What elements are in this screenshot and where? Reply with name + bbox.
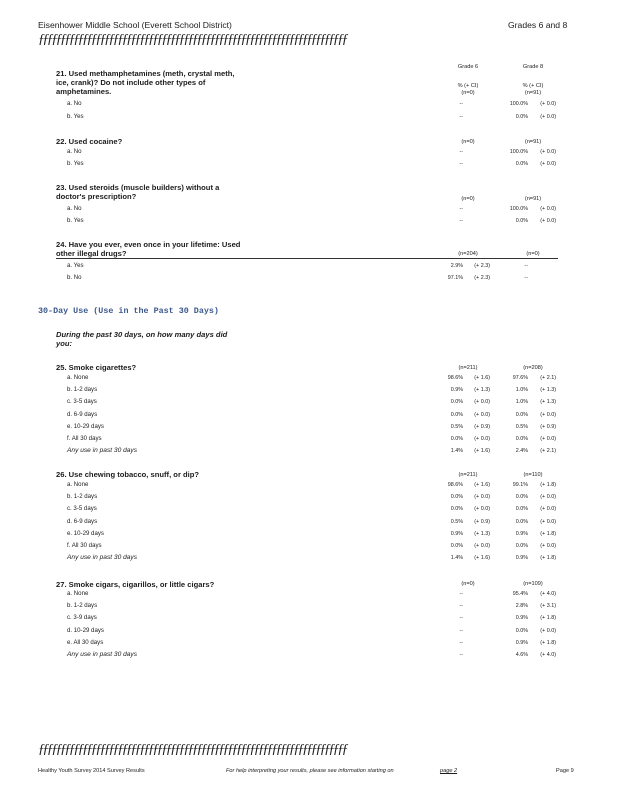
q25-row-5-label: f. All 30 days bbox=[67, 435, 102, 442]
q26-row-3-p6: 0.5% bbox=[450, 518, 463, 525]
q27-row-1-label: b. 1-2 days bbox=[67, 602, 98, 610]
q25-row-4-c8: (+ 0.9) bbox=[540, 423, 556, 430]
q23-a-p6: -- bbox=[459, 206, 463, 212]
q25-row-6-c6: (+ 1.6) bbox=[474, 448, 490, 455]
q21-a-p6: -- bbox=[459, 101, 463, 107]
q27-row-4-label: e. All 30 days bbox=[67, 638, 104, 646]
q27-row-0-p6: -- bbox=[459, 591, 463, 597]
q23-opt-a: a. No bbox=[67, 205, 82, 212]
q27-row-2-p8: 0.9% bbox=[515, 615, 528, 622]
q23-b-c8: (+ 0.0) bbox=[540, 218, 556, 224]
q26-row-0-p6: 98.6% bbox=[447, 482, 463, 488]
q26-row-4-label: e. 10-29 days bbox=[67, 529, 104, 537]
q27-row-5-p8: 4.6% bbox=[515, 652, 528, 658]
q25-row-0-c6: (+ 1.6) bbox=[474, 375, 490, 381]
q26-row-4-c6: (+ 1.3) bbox=[474, 530, 490, 537]
q26-row-3-label: d. 6-9 days bbox=[67, 517, 98, 525]
q25-row-6-c8: (+ 2.1) bbox=[540, 448, 556, 455]
q25-row-2-label: c. 3-5 days bbox=[67, 398, 97, 406]
q25-row-6-p8: 2.4% bbox=[515, 448, 528, 455]
q25-row-1-c8: (+ 1.3) bbox=[540, 387, 556, 394]
q23-text: 23. Used steroids (muscle builders) without a doctor's prescription? bbox=[56, 183, 220, 201]
q21-b-p8: 0.0% bbox=[515, 114, 528, 120]
q25-row-3-label: d. 6-9 days bbox=[67, 410, 98, 418]
q25-row-6-p6: 1.4% bbox=[450, 448, 463, 455]
q23-b-p8: 0.0% bbox=[515, 218, 528, 224]
q26-row-3-c8: (+ 0.0) bbox=[540, 518, 556, 525]
q27-row-5-label: Any use in past 30 days bbox=[67, 651, 138, 658]
q24-b-c6: (+ 2.3) bbox=[474, 275, 490, 281]
q27-row-1-c8: (+ 3.1) bbox=[540, 603, 556, 610]
q24-a-p6: 2.9% bbox=[450, 263, 463, 269]
q25-row-4-c6: (+ 0.9) bbox=[474, 423, 490, 430]
q25-row-3-c8: (+ 0.0) bbox=[540, 411, 556, 418]
q25-row-4-p8: 0.5% bbox=[515, 423, 528, 430]
q27-row-1-p6: -- bbox=[459, 603, 463, 610]
q26-row-6-p8: 0.9% bbox=[515, 555, 528, 562]
q25-n8: (n=208) bbox=[523, 365, 543, 371]
q21-b-p6: -- bbox=[459, 114, 463, 120]
q22-text: 22. Used cocaine? bbox=[56, 137, 123, 146]
q26-row-3-c6: (+ 0.9) bbox=[474, 518, 490, 525]
footer-page-number: Page 9 bbox=[556, 768, 574, 774]
q21-opt-a: a. No bbox=[67, 100, 82, 107]
q23-b-p6: -- bbox=[459, 218, 463, 224]
q26-row-0-c6: (+ 1.6) bbox=[474, 482, 490, 488]
q27-row-5-p6: -- bbox=[459, 652, 463, 658]
q22-a-p6: -- bbox=[459, 149, 463, 155]
q26-n6: (n=211) bbox=[458, 472, 478, 478]
q27-row-3-label: d. 10-29 days bbox=[67, 626, 104, 634]
q27-row-1-p8: 2.8% bbox=[515, 603, 528, 610]
q26-row-2-c8: (+ 0.0) bbox=[540, 506, 556, 513]
q27-row-3-p8: 0.0% bbox=[515, 627, 528, 634]
q24-a-p8: -- bbox=[524, 263, 528, 269]
section-prompt: During the past 30 days, on how many days did you: bbox=[56, 330, 228, 348]
q25-row-2-p8: 1.0% bbox=[515, 399, 528, 406]
q26-row-1-p8: 0.0% bbox=[515, 494, 528, 501]
q27-n6: (n=0) bbox=[461, 581, 475, 587]
q27-text: 27. Smoke cigars, cigarillos, or little cigars? bbox=[56, 580, 215, 589]
q27-row-4-p6: -- bbox=[459, 639, 463, 646]
q21-n8: (n=91) bbox=[524, 90, 542, 96]
q25-row-5-p8: 0.0% bbox=[515, 436, 528, 442]
q26-row-1-c8: (+ 0.0) bbox=[540, 494, 556, 501]
q26-row-5-c8: (+ 0.0) bbox=[540, 543, 556, 549]
grade6-pct-header: % (+ CI) bbox=[457, 83, 479, 89]
q24-opt-b: b. No bbox=[67, 274, 82, 281]
q26-row-5-c6: (+ 0.0) bbox=[474, 543, 490, 549]
q27-n8: (n=109) bbox=[523, 581, 543, 587]
q27-row-0-p8: 95.4% bbox=[512, 591, 528, 597]
q23-a-p8: 100.0% bbox=[509, 206, 528, 212]
q27-row-2-c8: (+ 1.8) bbox=[540, 615, 556, 622]
q26-row-1-label: b. 1-2 days bbox=[67, 493, 98, 501]
q26-row-2-p8: 0.0% bbox=[515, 506, 528, 513]
q25-row-1-label: b. 1-2 days bbox=[67, 386, 98, 394]
q26-row-1-p6: 0.0% bbox=[450, 494, 463, 501]
q24-opt-a: a. Yes bbox=[67, 262, 84, 269]
q26-row-0-label: a. None bbox=[67, 481, 89, 488]
q27-row-4-c8: (+ 1.8) bbox=[540, 639, 556, 646]
q22-b-c8: (+ 0.0) bbox=[540, 161, 556, 167]
q24-n8: (n=0) bbox=[526, 251, 540, 257]
footer-page-link[interactable]: page 2 bbox=[440, 768, 458, 774]
footer-divider: ƒƒƒƒƒƒƒƒƒƒƒƒƒƒƒƒƒƒƒƒƒƒƒƒƒƒƒƒƒƒƒƒƒƒƒƒƒƒƒƒƒƒƒƒƒƒƒƒƒƒƒƒƒƒƒƒƒƒƒƒƒƒƒƒƒƒƒƒƒƒ bbox=[38, 742, 347, 757]
q25-row-0-c8: (+ 2.1) bbox=[540, 375, 556, 381]
q25-row-5-p6: 0.0% bbox=[450, 436, 463, 442]
q27-row-5-c8: (+ 4.0) bbox=[540, 652, 556, 658]
q26-row-5-label: f. All 30 days bbox=[67, 542, 102, 549]
q22-a-p8: 100.0% bbox=[509, 149, 528, 155]
grade8-pct-header: % (+ CI) bbox=[522, 83, 544, 89]
q21-n6: (n=0) bbox=[461, 90, 475, 96]
q25-row-2-c8: (+ 1.3) bbox=[540, 399, 556, 406]
q27-row-0-label: a. None bbox=[67, 590, 89, 597]
q27-row-2-label: c. 3-9 days bbox=[67, 614, 97, 622]
q25-row-0-label: a. None bbox=[67, 374, 89, 381]
school-name: Eisenhower Middle School (Everett School District) bbox=[38, 20, 232, 30]
q24-b-p8: -- bbox=[524, 275, 528, 281]
q25-row-2-p6: 0.0% bbox=[450, 399, 463, 406]
q22-n8: (n=91) bbox=[524, 139, 542, 145]
q24-text: 24. Have you ever, even once in your lifetime: Used other illegal drugs? bbox=[56, 240, 241, 258]
footer-help-text: For help interpreting your results, please see information starting on bbox=[226, 768, 394, 774]
q23-n8: (n=91) bbox=[524, 196, 542, 202]
q26-row-3-p8: 0.0% bbox=[515, 518, 528, 525]
q24-a-c6: (+ 2.3) bbox=[474, 263, 490, 269]
q25-row-1-p8: 1.0% bbox=[515, 387, 528, 394]
q22-b-p6: -- bbox=[459, 161, 463, 167]
q24-n6: (n=204) bbox=[458, 251, 478, 257]
q26-row-6-c8: (+ 1.8) bbox=[540, 555, 556, 562]
q22-n6: (n=0) bbox=[461, 139, 475, 145]
q25-row-5-c8: (+ 0.0) bbox=[540, 436, 556, 442]
q25-text: 25. Smoke cigarettes? bbox=[56, 363, 137, 372]
q25-row-0-p8: 97.6% bbox=[512, 375, 528, 381]
q26-row-1-c6: (+ 0.0) bbox=[474, 494, 490, 501]
q22-opt-b: b. Yes bbox=[67, 160, 84, 167]
q26-row-5-p6: 0.0% bbox=[450, 543, 463, 549]
q26-row-4-p6: 0.9% bbox=[450, 530, 463, 537]
q21-opt-b: b. Yes bbox=[67, 113, 84, 120]
q25-n6: (n=211) bbox=[458, 365, 478, 371]
q24-b-p6: 97.1% bbox=[447, 275, 463, 281]
q27-row-0-c8: (+ 4.0) bbox=[540, 591, 556, 597]
grade8-header: Grade 8 bbox=[522, 64, 544, 70]
q25-row-1-c6: (+ 1.3) bbox=[474, 387, 490, 394]
q27-row-3-c8: (+ 0.0) bbox=[540, 627, 556, 634]
q26-row-0-p8: 99.1% bbox=[512, 482, 528, 488]
q24-rule bbox=[56, 258, 558, 259]
q26-n8: (n=110) bbox=[523, 472, 543, 478]
section-title: 30-Day Use (Use in the Past 30 Days) bbox=[38, 306, 219, 316]
q25-row-1-p6: 0.9% bbox=[450, 387, 463, 394]
header-divider: ƒƒƒƒƒƒƒƒƒƒƒƒƒƒƒƒƒƒƒƒƒƒƒƒƒƒƒƒƒƒƒƒƒƒƒƒƒƒƒƒƒƒƒƒƒƒƒƒƒƒƒƒƒƒƒƒƒƒƒƒƒƒƒƒƒƒƒƒƒƒ bbox=[38, 32, 347, 47]
q21-text: 21. Used methamphetamines (meth, crystal meth, ice, crank)? Do not include other types of amphetamines. bbox=[56, 69, 235, 96]
q26-row-6-p6: 1.4% bbox=[450, 555, 463, 562]
q23-n6: (n=0) bbox=[461, 196, 475, 202]
q26-row-6-label: Any use in past 30 days bbox=[67, 554, 138, 562]
q25-row-3-c6: (+ 0.0) bbox=[474, 411, 490, 418]
q26-row-6-c6: (+ 1.6) bbox=[474, 555, 490, 562]
q25-row-4-p6: 0.5% bbox=[450, 423, 463, 430]
q25-row-0-p6: 98.6% bbox=[447, 375, 463, 381]
q27-row-2-p6: -- bbox=[459, 615, 463, 622]
q22-b-p8: 0.0% bbox=[515, 161, 528, 167]
q25-row-4-label: e. 10-29 days bbox=[67, 422, 104, 430]
footer-survey-title: Healthy Youth Survey 2014 Survey Results bbox=[38, 768, 145, 774]
q21-b-c8: (+ 0.0) bbox=[540, 114, 556, 120]
q21-a-p8: 100.0% bbox=[509, 101, 528, 107]
q26-row-2-p6: 0.0% bbox=[450, 506, 463, 513]
q27-row-4-p8: 0.9% bbox=[515, 639, 528, 646]
q21-a-c8: (+ 0.0) bbox=[540, 101, 556, 107]
q23-opt-b: b. Yes bbox=[67, 217, 84, 224]
q26-row-2-c6: (+ 0.0) bbox=[474, 506, 490, 513]
q22-a-c8: (+ 0.0) bbox=[540, 149, 556, 155]
q25-row-3-p8: 0.0% bbox=[515, 411, 528, 418]
q25-row-5-c6: (+ 0.0) bbox=[474, 436, 490, 442]
q27-row-3-p6: -- bbox=[459, 627, 463, 634]
q22-opt-a: a. No bbox=[67, 148, 82, 155]
grades-label: Grades 6 and 8 bbox=[508, 20, 568, 30]
grade6-header: Grade 6 bbox=[457, 64, 479, 70]
q26-row-4-c8: (+ 1.8) bbox=[540, 530, 556, 537]
q26-row-0-c8: (+ 1.8) bbox=[540, 482, 556, 488]
q25-row-2-c6: (+ 0.0) bbox=[474, 399, 490, 406]
q26-row-5-p8: 0.0% bbox=[515, 543, 528, 549]
q25-row-6-label: Any use in past 30 days bbox=[67, 447, 138, 455]
q26-row-2-label: c. 3-5 days bbox=[67, 505, 97, 513]
q23-a-c8: (+ 0.0) bbox=[540, 206, 556, 212]
q25-row-3-p6: 0.0% bbox=[450, 411, 463, 418]
q26-row-4-p8: 0.9% bbox=[515, 530, 528, 537]
q26-text: 26. Use chewing tobacco, snuff, or dip? bbox=[56, 470, 200, 479]
